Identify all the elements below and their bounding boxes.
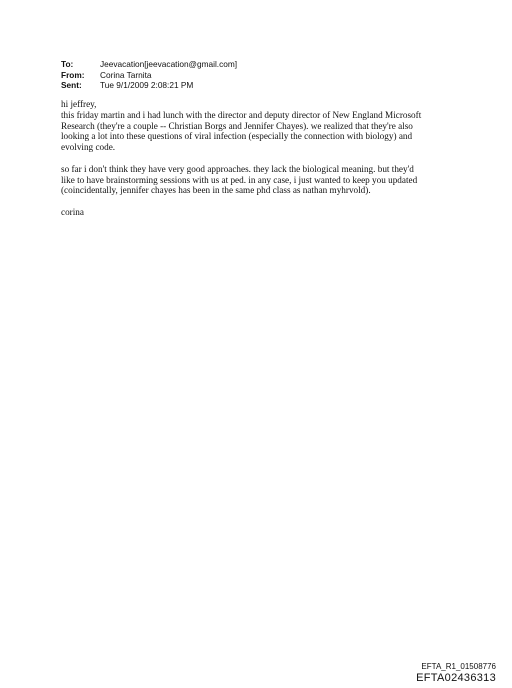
greeting: hi jeffrey, (61, 99, 97, 109)
paragraph-1-line: Research (they're a couple -- Christian Borgs and Jennifer Chayes). we realized that they're also (61, 120, 413, 131)
from-value: Corina Tarnita (100, 69, 152, 80)
to-label: To: (61, 59, 74, 69)
sent-value: Tue 9/1/2009 2:08:21 PM (100, 80, 194, 90)
from-row (61, 70, 237, 81)
email-body (61, 99, 461, 218)
to-row (61, 59, 237, 70)
signature: corina (61, 206, 84, 217)
paragraph-1-line: this friday martin and i had lunch with the director and deputy director of New England Microsoft (61, 109, 422, 120)
sent-label: Sent: (61, 80, 82, 90)
paragraph-2-line: like to have brainstorming sessions with us at ped. in any case, i just wanted to keep you updated (61, 174, 418, 185)
sent-row (61, 80, 237, 91)
paragraph-2-line: so far i don't think they have very good approaches. they lack the biological meaning. but they'd (61, 163, 414, 174)
paragraph-2-line: (coincidentally, jennifer chayes has been in the same phd class as nathan myhrvold). (61, 185, 371, 196)
bates-footer (416, 662, 496, 685)
paragraph-2 (61, 164, 461, 196)
paragraph-1-line: evolving code. (61, 142, 116, 153)
bates-number-1: EFTA_R1_01508776 (421, 662, 496, 671)
paragraph-1-line: looking a lot into these questions of viral infection (especially the connection with biology) and (61, 131, 413, 142)
paragraph-1 (61, 110, 461, 153)
email-header (61, 59, 237, 91)
from-label: From: (61, 69, 85, 80)
to-value: Jeevacation[jeevacation@gmail.com] (100, 59, 238, 69)
bates-number-2: EFTA02436313 (416, 672, 496, 684)
